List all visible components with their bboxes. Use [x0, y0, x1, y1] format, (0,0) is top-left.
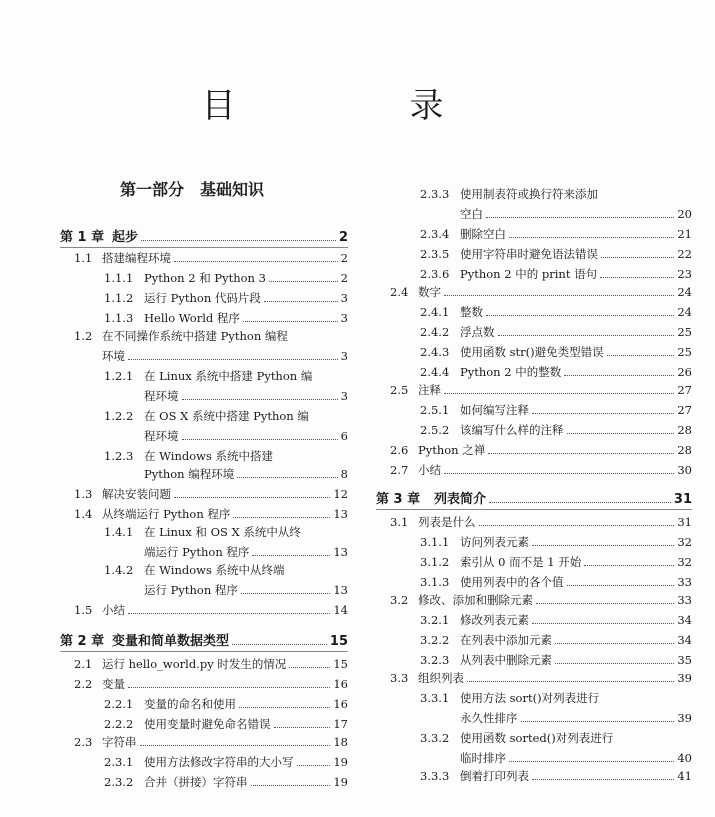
- toc-number: 1.4: [74, 507, 93, 521]
- toc-text: 修改列表元素: [460, 613, 529, 627]
- toc-number: 3.2.1: [420, 613, 450, 627]
- toc-leader: [486, 315, 674, 316]
- toc-number: 2.1: [74, 657, 93, 671]
- toc-page: 32: [677, 555, 692, 569]
- toc-page: 18: [333, 735, 348, 749]
- toc-leader: [264, 301, 338, 302]
- toc-text: 临时排序: [460, 751, 506, 765]
- toc-page: 33: [677, 575, 692, 589]
- toc-leader: [555, 643, 674, 644]
- toc-page: 15: [333, 657, 348, 671]
- toc-entry: [104, 408, 348, 424]
- toc-entry: [104, 428, 348, 444]
- toc-entry: [420, 554, 692, 570]
- toc-page: 20: [677, 207, 692, 221]
- toc-text: 合并（拼接）字符串: [144, 775, 248, 789]
- toc-leader: [182, 439, 338, 440]
- toc-number: 1.2.3: [104, 449, 134, 463]
- toc-entry: [420, 344, 692, 360]
- toc-leader: [444, 393, 674, 394]
- toc-text: 永久性排序: [460, 711, 518, 725]
- toc-leader: [509, 761, 674, 762]
- toc-number: 2.3.5: [420, 247, 450, 261]
- toc-entry: [420, 186, 692, 202]
- toc-leader: [289, 667, 330, 668]
- toc-text: 从终端运行 Python 程序: [102, 507, 231, 521]
- toc-leader: [444, 473, 674, 474]
- toc-text: 空白: [460, 207, 483, 221]
- toc-leader: [140, 745, 331, 746]
- toc-page: 28: [677, 423, 692, 437]
- toc-leader: [233, 517, 330, 518]
- toc-page: 34: [677, 633, 692, 647]
- toc-number: 2.4.1: [420, 305, 450, 319]
- toc-leader: [174, 497, 330, 498]
- toc-entry: [104, 696, 348, 712]
- toc-entry: [390, 462, 692, 478]
- toc-page: 31: [673, 492, 692, 507]
- toc-number: 2.4.4: [420, 365, 450, 379]
- toc-entry: [390, 284, 692, 300]
- toc-text: 小结: [102, 603, 125, 617]
- toc-text: 小结: [418, 463, 441, 477]
- toc-entry: [390, 592, 692, 608]
- toc-text: 访问列表元素: [460, 535, 529, 549]
- toc-leader: [252, 555, 330, 556]
- toc-number: 第 2 章: [60, 634, 105, 649]
- toc-leader: [532, 779, 674, 780]
- toc-text: 解决安装问题: [102, 487, 171, 501]
- toc-entry: [390, 442, 692, 458]
- toc-leader: [521, 721, 675, 722]
- toc-number: 2.7: [390, 463, 409, 477]
- toc-chapter: [60, 226, 348, 245]
- toc-entry: [104, 448, 348, 464]
- toc-text: Hello World 程序: [144, 311, 240, 325]
- toc-leader: [444, 295, 674, 296]
- toc-page: 14: [333, 603, 348, 617]
- toc-entry: [74, 602, 348, 618]
- toc-text: 从列表中删除元素: [460, 653, 552, 667]
- toc-number: 3.2.3: [420, 653, 450, 667]
- toc-entry: [104, 310, 348, 326]
- toc-number: 3.1.3: [420, 575, 450, 589]
- toc-leader: [536, 603, 674, 604]
- toc-page: 3: [340, 291, 348, 305]
- toc-text: 使用函数 sorted()对列表进行: [460, 731, 614, 745]
- toc-page: 12: [333, 487, 348, 501]
- toc-chapter: [60, 630, 348, 649]
- toc-entry: [74, 328, 348, 344]
- toc-number: 2.6: [390, 443, 409, 457]
- toc-number: 1.1.2: [104, 291, 134, 305]
- toc-page: 3: [340, 349, 348, 363]
- toc-text: 列表简介: [434, 492, 487, 507]
- toc-text: 使用方法修改字符串的大小写: [144, 755, 294, 769]
- toc-entry: [74, 676, 348, 692]
- toc-page: 35: [677, 653, 692, 667]
- toc-entry: [420, 612, 692, 628]
- chapter-rule: [60, 651, 348, 652]
- toc-page: 22: [677, 247, 692, 261]
- toc-entry: [104, 270, 348, 286]
- toc-entry: [104, 582, 348, 598]
- toc-leader: [567, 585, 675, 586]
- toc-text: 程环境: [144, 389, 179, 403]
- toc-text: 字符串: [102, 735, 137, 749]
- toc-number: 3.1.2: [420, 555, 450, 569]
- toc-number: 2.4: [390, 285, 409, 299]
- toc-entry: [420, 206, 692, 222]
- toc-leader: [600, 277, 674, 278]
- toc-leader: [239, 707, 330, 708]
- chapter-rule: [376, 509, 692, 510]
- toc-page: 39: [677, 711, 692, 725]
- toc-number: 3.3.1: [420, 691, 450, 705]
- toc-number: 3.3: [390, 671, 409, 685]
- toc-text: 该编写什么样的注释: [460, 423, 564, 437]
- toc-text: 运行 hello_world.py 时发生的情况: [102, 657, 287, 671]
- toc-page: 16: [333, 697, 348, 711]
- toc-text: 运行 Python 代码片段: [144, 291, 261, 305]
- toc-leader: [532, 545, 674, 546]
- toc-page: 28: [677, 443, 692, 457]
- toc-entry: [390, 382, 692, 398]
- toc-number: 第 1 章: [60, 230, 105, 245]
- toc-page: 6: [340, 429, 348, 443]
- toc-text: 使用字符串时避免语法错误: [460, 247, 598, 261]
- toc-leader: [498, 335, 675, 336]
- toc-page: 32: [677, 535, 692, 549]
- toc-entry: [420, 632, 692, 648]
- toc-page: 40: [677, 751, 692, 765]
- toc-page: 33: [677, 593, 692, 607]
- toc-entry: [420, 304, 692, 320]
- toc-number: 1.1: [74, 251, 93, 265]
- toc-number: 2.2.1: [104, 697, 134, 711]
- toc-number: 1.2.2: [104, 409, 134, 423]
- toc-text: 在不同操作系统中搭建 Python 编程: [102, 329, 288, 343]
- toc-text: 在 Windows 系统中搭建: [144, 449, 274, 463]
- toc-text: 变量的命名和使用: [144, 697, 236, 711]
- toc-page: 19: [333, 775, 348, 789]
- toc-text: Python 2 和 Python 3: [144, 271, 266, 285]
- toc-entry: [104, 716, 348, 732]
- toc-text: 删除空白: [460, 227, 506, 241]
- toc-leader: [567, 433, 675, 434]
- toc-number: 3.2.2: [420, 633, 450, 647]
- toc-text: 环境: [102, 349, 125, 363]
- toc-page: 3: [340, 389, 348, 403]
- page-title: 目 录: [201, 86, 514, 126]
- toc-text: 变量: [102, 677, 125, 691]
- toc-leader: [584, 565, 674, 566]
- toc-entry: [104, 466, 348, 482]
- toc-entry: [74, 656, 348, 672]
- toc-text: 列表是什么: [418, 515, 476, 529]
- toc-entry: [104, 388, 348, 404]
- toc-number: 2.2: [74, 677, 93, 691]
- toc-entry: [74, 348, 348, 364]
- toc-text: 使用方法 sort()对列表进行: [460, 691, 600, 705]
- toc-text: Python 2 中的整数: [460, 365, 562, 379]
- toc-text: 使用变量时避免命名错误: [144, 717, 271, 731]
- toc-leader: [274, 727, 331, 728]
- toc-leader: [564, 375, 674, 376]
- toc-entry: [74, 486, 348, 502]
- toc-leader: [479, 525, 675, 526]
- toc-page: 2: [338, 230, 348, 245]
- toc-number: 2.3.4: [420, 227, 450, 241]
- toc-page: 2: [340, 271, 348, 285]
- toc-page: 17: [333, 717, 348, 731]
- toc-text: 浮点数: [460, 325, 495, 339]
- toc-leader: [128, 687, 330, 688]
- toc-leader: [128, 359, 338, 360]
- toc-text: 变量和简单数据类型: [112, 634, 230, 649]
- toc-number: 第 3 章: [376, 492, 421, 507]
- toc-page: 27: [677, 403, 692, 417]
- toc-entry: [104, 562, 348, 578]
- toc-leader: [489, 502, 671, 503]
- toc-text: 使用函数 str()避免类型错误: [460, 345, 604, 359]
- toc-number: 2.3: [74, 735, 93, 749]
- toc-number: 3.3.2: [420, 731, 450, 745]
- toc-entry: [420, 690, 692, 706]
- toc-entry: [420, 710, 692, 726]
- toc-number: 2.5.1: [420, 403, 450, 417]
- toc-text: 使用制表符或换行符来添加: [460, 187, 598, 201]
- toc-entry: [74, 506, 348, 522]
- toc-number: 2.4.2: [420, 325, 450, 339]
- toc-page: 26: [677, 365, 692, 379]
- toc-number: 1.4.2: [104, 563, 134, 577]
- toc-number: 2.3.3: [420, 187, 450, 201]
- toc-number: 3.1: [390, 515, 409, 529]
- toc-number: 1.2.1: [104, 369, 134, 383]
- toc-entry: [104, 544, 348, 560]
- toc-number: 1.1.1: [104, 271, 134, 285]
- toc-entry: [420, 364, 692, 380]
- toc-page: 3: [340, 311, 348, 325]
- toc-page: 19: [333, 755, 348, 769]
- toc-number: 1.5: [74, 603, 93, 617]
- toc-page: 31: [677, 515, 692, 529]
- toc-text: 索引从 0 而不是 1 开始: [460, 555, 582, 569]
- toc-text: 在 Linux 系统中搭建 Python 编: [144, 369, 313, 383]
- toc-page: 13: [333, 545, 348, 559]
- toc-leader: [467, 681, 674, 682]
- toc-number: 1.3: [74, 487, 93, 501]
- toc-page: 2: [340, 251, 348, 265]
- toc-leader: [607, 355, 675, 356]
- toc-page: 8: [340, 467, 348, 481]
- toc-leader: [269, 281, 338, 282]
- toc-number: 2.5: [390, 383, 409, 397]
- toc-entry: [104, 290, 348, 306]
- toc-text: 搭建编程环境: [102, 251, 171, 265]
- toc-page: 34: [677, 613, 692, 627]
- chapter-rule: [60, 247, 348, 248]
- toc-leader: [128, 613, 330, 614]
- toc-number: 1.1.3: [104, 311, 134, 325]
- toc-leader: [488, 453, 674, 454]
- toc-text: 程环境: [144, 429, 179, 443]
- toc-page: 21: [677, 227, 692, 241]
- toc-page: 27: [677, 383, 692, 397]
- toc-entry: [390, 514, 692, 530]
- toc-number: 1.4.1: [104, 525, 134, 539]
- toc-number: 2.3.2: [104, 775, 134, 789]
- toc-page: 25: [677, 345, 692, 359]
- toc-page: 16: [333, 677, 348, 691]
- toc-entry: [420, 574, 692, 590]
- toc-number: 3.1.1: [420, 535, 450, 549]
- toc-entry: [420, 534, 692, 550]
- toc-leader: [251, 785, 331, 786]
- toc-number: 3.3.3: [420, 769, 450, 783]
- toc-text: 如何编写注释: [460, 403, 529, 417]
- toc-page: 41: [677, 769, 692, 783]
- toc-entry: [420, 402, 692, 418]
- toc-entry: [420, 652, 692, 668]
- toc-page: 30: [677, 463, 692, 477]
- toc-page: 39: [677, 671, 692, 685]
- toc-number: 3.2: [390, 593, 409, 607]
- toc-text: 修改、添加和删除元素: [418, 593, 533, 607]
- toc-page: 24: [677, 305, 692, 319]
- toc-leader: [601, 257, 674, 258]
- toc-leader: [532, 623, 674, 624]
- toc-page: 13: [333, 507, 348, 521]
- toc-number: 2.4.3: [420, 345, 450, 359]
- toc-text: Python 之禅: [418, 443, 486, 457]
- toc-leader: [243, 321, 338, 322]
- toc-text: 运行 Python 程序: [144, 583, 238, 597]
- toc-text: Python 编程环境: [144, 467, 235, 481]
- toc-entry: [104, 368, 348, 384]
- toc-entry: [390, 670, 692, 686]
- toc-leader: [237, 477, 337, 478]
- toc-number: 2.2.2: [104, 717, 134, 731]
- toc-text: 组织列表: [418, 671, 464, 685]
- toc-leader: [509, 237, 674, 238]
- toc-page: 23: [677, 267, 692, 281]
- toc-entry: [420, 750, 692, 766]
- part-title: 第一部分 基础知识: [120, 180, 265, 199]
- toc-entry: [420, 768, 692, 784]
- toc-leader: [486, 217, 674, 218]
- toc-leader: [141, 240, 336, 241]
- toc-text: 起步: [112, 230, 139, 245]
- toc-leader: [532, 413, 674, 414]
- toc-page: 15: [329, 634, 348, 649]
- toc-entry: [104, 524, 348, 540]
- toc-page: 24: [677, 285, 692, 299]
- toc-leader: [241, 593, 330, 594]
- toc-text: 在列表中添加元素: [460, 633, 552, 647]
- toc-entry: [74, 250, 348, 266]
- toc-leader: [555, 663, 674, 664]
- toc-text: 使用列表中的各个值: [460, 575, 564, 589]
- toc-entry: [420, 266, 692, 282]
- toc-text: 在 Windows 系统中从终端: [144, 563, 285, 577]
- toc-chapter: [376, 488, 692, 507]
- toc-text: 在 Linux 和 OS X 系统中从终: [144, 525, 301, 539]
- toc-entry: [104, 774, 348, 790]
- toc-leader: [232, 644, 327, 645]
- toc-text: 在 OS X 系统中搭建 Python 编: [144, 409, 309, 423]
- toc-leader: [297, 765, 331, 766]
- toc-entry: [74, 734, 348, 750]
- toc-entry: [420, 246, 692, 262]
- toc-text: 注释: [418, 383, 441, 397]
- toc-page: 13: [333, 583, 348, 597]
- toc-text: 整数: [460, 305, 483, 319]
- toc-page: 25: [677, 325, 692, 339]
- toc-entry: [420, 730, 692, 746]
- toc-number: 2.3.1: [104, 755, 134, 769]
- toc-number: 2.5.2: [420, 423, 450, 437]
- toc-text: Python 2 中的 print 语句: [460, 267, 598, 281]
- toc-text: 倒着打印列表: [460, 769, 529, 783]
- toc-entry: [104, 754, 348, 770]
- toc-number: 1.2: [74, 329, 93, 343]
- toc-text: 端运行 Python 程序: [144, 545, 250, 559]
- toc-text: 数字: [418, 285, 441, 299]
- toc-entry: [420, 422, 692, 438]
- toc-leader: [174, 261, 338, 262]
- toc-entry: [420, 226, 692, 242]
- toc-entry: [420, 324, 692, 340]
- toc-leader: [182, 399, 338, 400]
- toc-number: 2.3.6: [420, 267, 450, 281]
